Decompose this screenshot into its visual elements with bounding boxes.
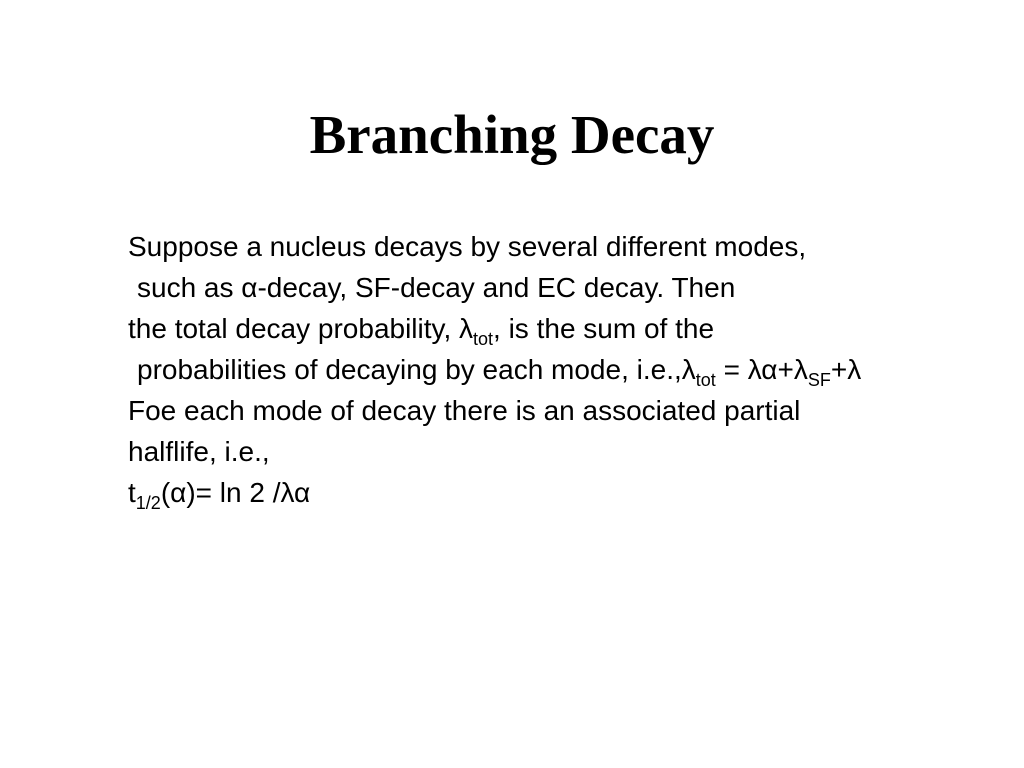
body-line-7-formula [128, 472, 1024, 513]
body-line-3 [128, 308, 1024, 349]
half-subscript: 1/2 [135, 493, 161, 513]
body-line-6: halflife, i.e., [128, 436, 270, 467]
line-4-text-c: +λ [830, 354, 862, 385]
formula-rest: (α)= ln 2 /λα [160, 477, 311, 508]
lambda-sf-subscript: SF [807, 370, 831, 390]
line-3-text-b: , is the sum of the [493, 313, 715, 344]
slide-title: Branching Decay [309, 104, 715, 165]
slide-body [128, 226, 1024, 513]
line-3-text-a: the total decay probability, λ [128, 313, 474, 344]
body-line-1: Suppose a nucleus decays by several different modes, [128, 231, 807, 262]
body-line-5: Foe each mode of decay there is an associated partial [128, 395, 801, 426]
line-4-text-b: = λα+λ [715, 354, 808, 385]
formula-t: t [128, 477, 136, 508]
body-line-2: such as α-decay, SF-decay and EC decay. Then [137, 272, 736, 303]
line-4-text-a: probabilities of decaying by each mode, i.e.,λ [137, 354, 696, 385]
lambda-tot-subscript: tot [473, 329, 494, 349]
lambda-tot-subscript: tot [695, 370, 716, 390]
body-line-4 [128, 349, 1024, 390]
